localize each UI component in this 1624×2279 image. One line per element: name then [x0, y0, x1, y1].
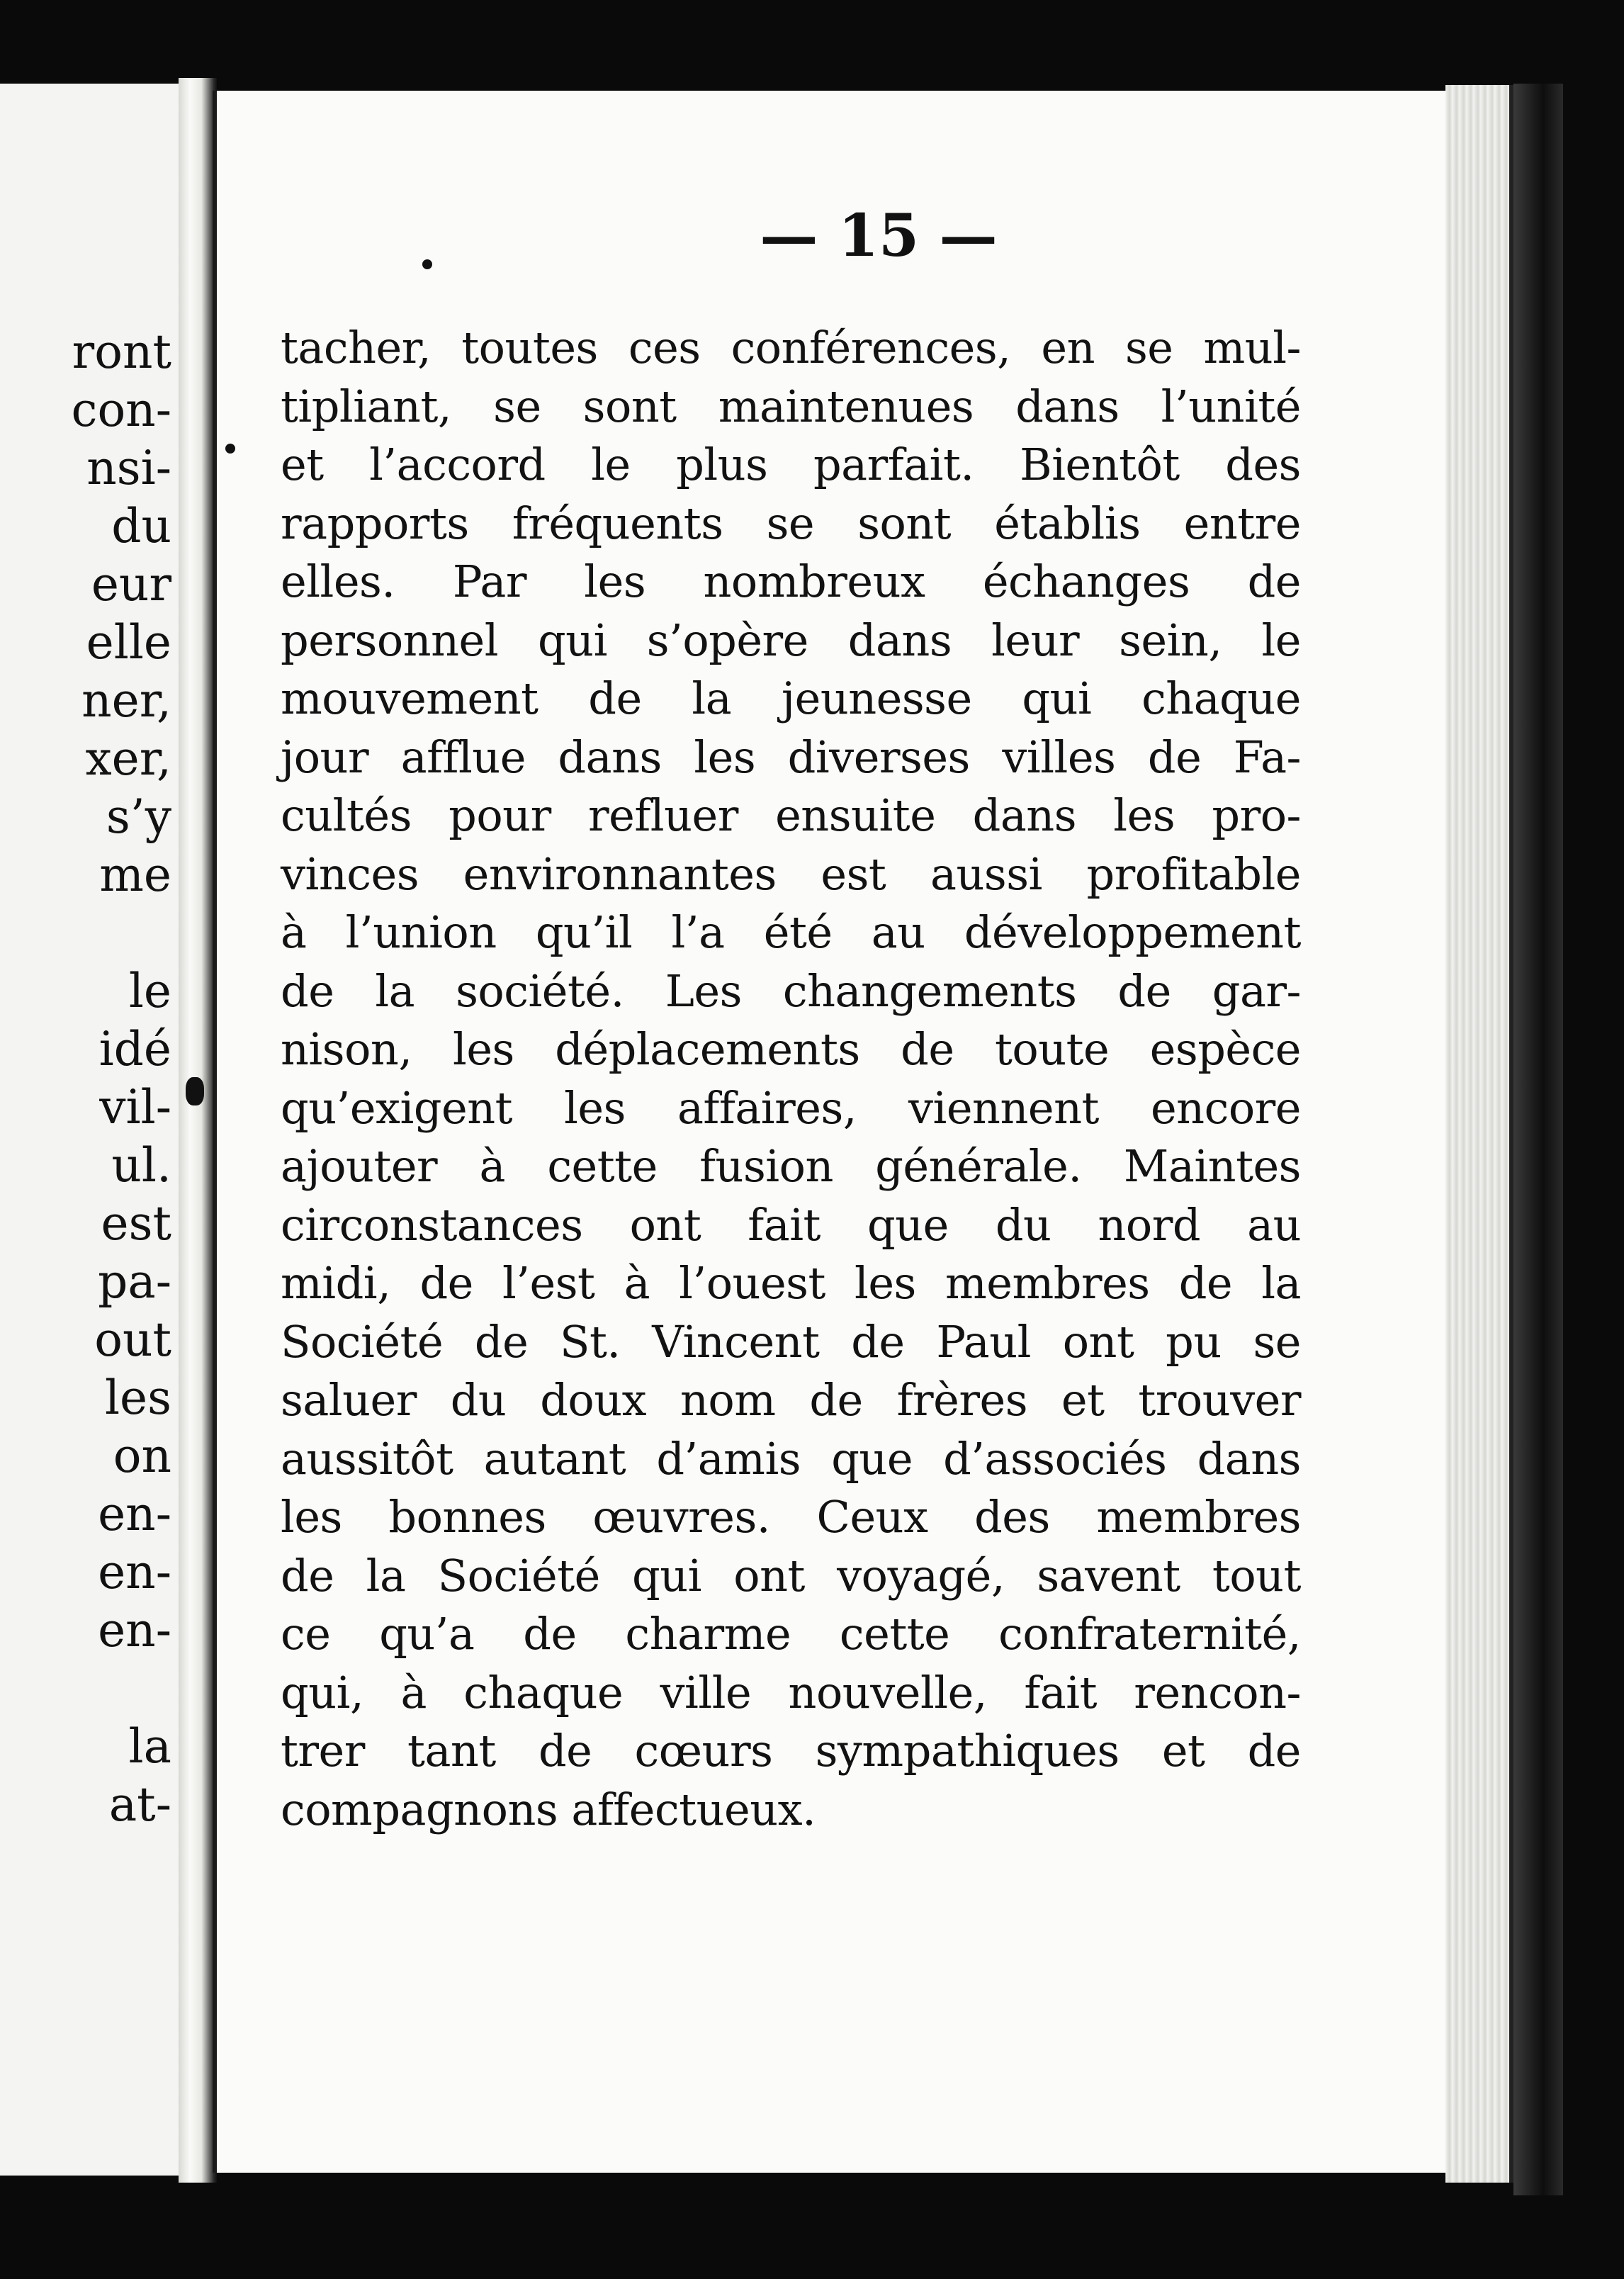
left-page-fragment: out — [94, 1312, 171, 1367]
left-page-text-fragments — [1, 323, 171, 1834]
ink-speck — [225, 444, 235, 454]
text-line: midi, de l’est à l’ouest les membres de la — [281, 1257, 1301, 1309]
left-page-fragment: en- — [98, 1545, 171, 1599]
left-page-fragment: les — [104, 1371, 171, 1425]
left-page-fragment: pa- — [98, 1254, 171, 1309]
text-line: rapports fréquents se sont établis entre — [281, 497, 1301, 549]
left-page-fragment: con- — [71, 383, 171, 437]
text-line: et l’accord le plus parfait. Bientôt des — [281, 439, 1301, 490]
text-line: les bonnes œuvres. Ceux des membres — [281, 1491, 1301, 1543]
left-page-fragment: la — [128, 1719, 171, 1774]
left-page-fragment: ront — [72, 325, 171, 379]
ink-speck — [186, 1077, 204, 1105]
text-line: à l’union qu’il l’a été au développement — [281, 906, 1301, 958]
left-page-fragment: on — [113, 1429, 171, 1483]
left-page-fragment: en- — [98, 1487, 171, 1541]
left-page-fragment: xer, — [85, 731, 171, 786]
text-line: vinces environnantes est aussi profitable — [281, 848, 1301, 900]
left-page-fragment: en- — [98, 1603, 171, 1658]
text-line: Société de St. Vincent de Paul ont pu se — [281, 1315, 1301, 1368]
text-line: cultés pour refluer ensuite dans les pro- — [281, 789, 1301, 841]
text-line: elles. Par les nombreux échanges de — [281, 556, 1301, 607]
text-line: ajouter à cette fusion générale. Maintes — [281, 1140, 1301, 1192]
left-page-fragment: est — [101, 1196, 171, 1251]
page-edges — [1445, 85, 1513, 2183]
book-cover-edge — [1513, 84, 1563, 2195]
text-line: jour afflue dans les diverses villes de Fa- — [281, 731, 1301, 783]
text-line: aussitôt autant d’amis que d’associés dans — [281, 1432, 1301, 1485]
text-line: qui, à chaque ville nouvelle, fait rencon- — [281, 1666, 1301, 1718]
body-text — [281, 319, 1301, 1839]
left-page-fragment — [1, 904, 171, 962]
left-page-fragment: ner, — [81, 673, 171, 728]
text-line: de la société. Les changements de gar- — [281, 964, 1301, 1017]
left-page — [0, 84, 179, 2176]
text-line: trer tant de cœurs sympathiques et de — [281, 1725, 1301, 1777]
left-page-fragment: me — [99, 848, 171, 902]
text-line: mouvement de la jeunesse qui chaque — [281, 673, 1301, 724]
left-page-fragment: le — [128, 964, 171, 1018]
text-line: saluer du doux nom de frères et trouver — [281, 1374, 1301, 1426]
left-page-fragment: s’y — [106, 789, 171, 844]
text-line: circonstances ont fait que du nord au — [281, 1198, 1301, 1251]
left-page-fragment: eur — [91, 557, 171, 612]
text-line: ce qu’a de charme cette confraternité, — [281, 1608, 1301, 1660]
left-page-fragment: du — [111, 499, 171, 553]
text-line: qu’exigent les affaires, viennent encore — [281, 1081, 1301, 1134]
left-page-fragment — [1, 1660, 171, 1718]
left-page-fragment: elle — [86, 615, 171, 670]
book-gutter — [179, 78, 217, 2183]
text-line: personnel qui s’opère dans leur sein, le — [281, 614, 1301, 666]
text-line: compagnons affectueux. — [281, 1783, 816, 1835]
text-line: tipliant, se sont maintenues dans l’unité — [281, 380, 1301, 432]
left-page-fragment: idé — [98, 1022, 171, 1076]
left-page-fragment: at- — [108, 1777, 171, 1832]
left-page-fragment: vil- — [99, 1080, 171, 1135]
ink-speck — [422, 259, 432, 269]
text-line: de la Société qui ont voyagé, savent tout — [281, 1549, 1301, 1602]
page-number: — 15 — — [760, 202, 998, 270]
left-page-fragment: ul. — [111, 1138, 171, 1193]
text-line: tacher, toutes ces conférences, en se mul- — [281, 322, 1301, 373]
left-page-fragment: nsi- — [86, 441, 171, 495]
text-line: nison, les déplacements de toute espèce — [281, 1023, 1301, 1075]
